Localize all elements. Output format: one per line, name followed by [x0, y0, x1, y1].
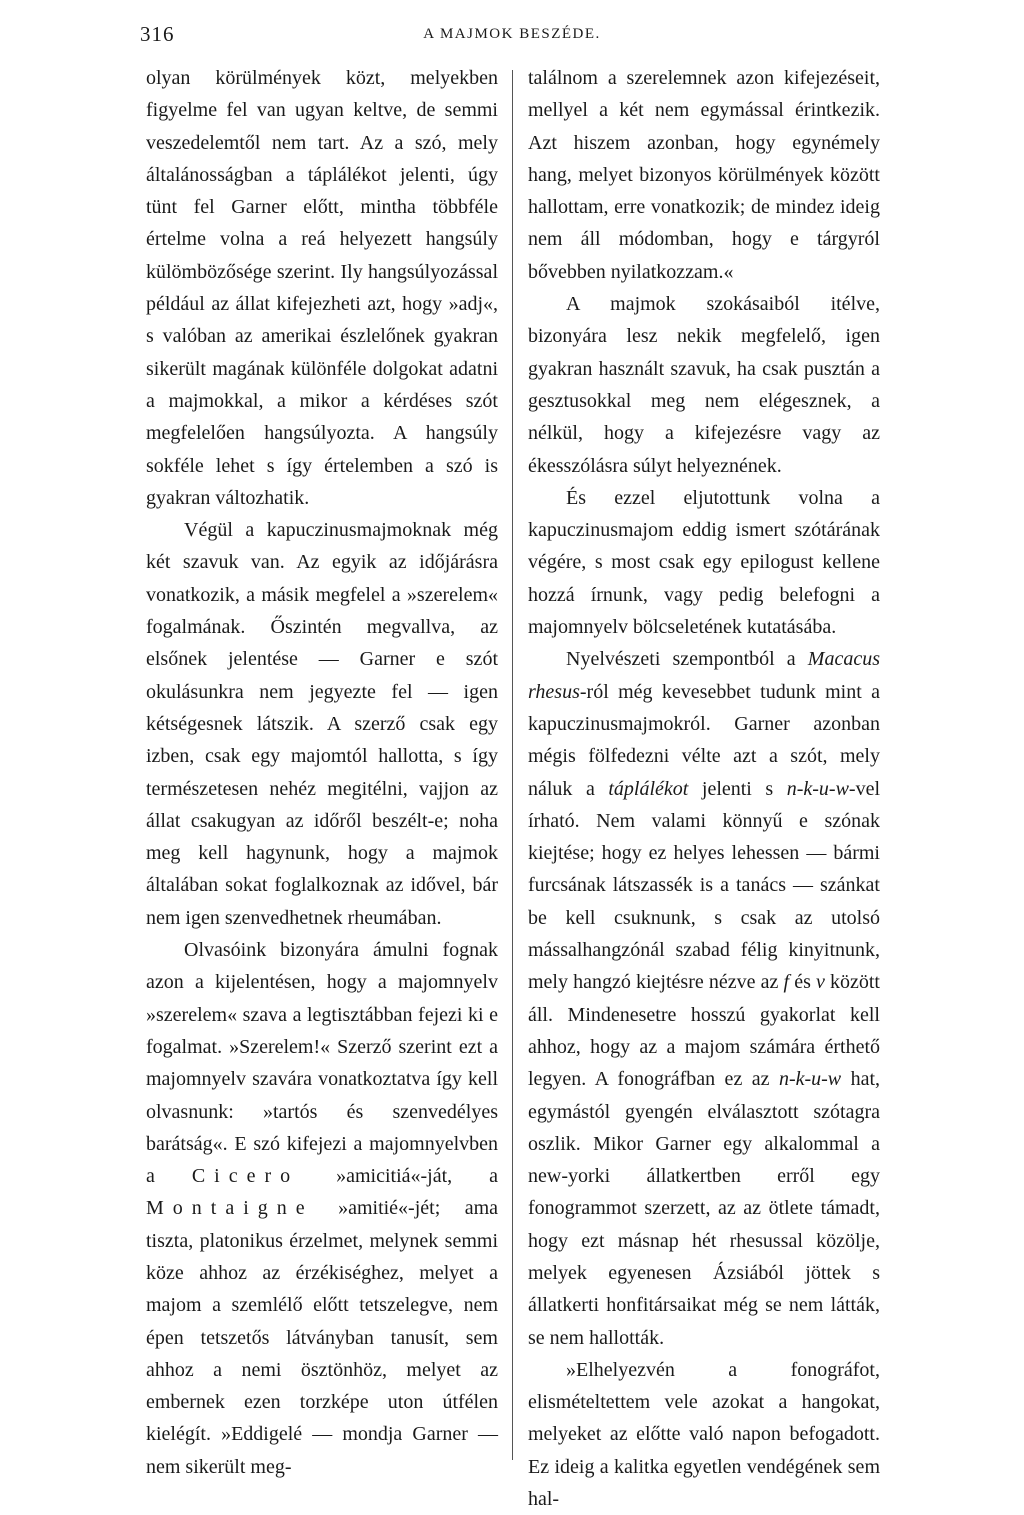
page-number: 316: [140, 22, 175, 46]
paragraph: Olvasóink bizonyára ámulni fognak azon a kijelentésen, hogy a majomnyelv »szerelem« szava a legtisztábban fejezi ki e fogalmat. »Szerelem!« Szerző szerint ezt a majomnyelv szavára vonatkoztatva így kell olvasnunk: »tartós és szenvedélyes barátság«. E szó kifejezi a majomnyelvben a Cicero »amicitiá«-ját, a Montaigne »amitié«-jét; ama tiszta, platonikus érzelmet, melynek semmi köze ahhoz az érzékiséghez, melyet a majom a szemlélő előtt tetszelegve, nem épen tetszetős látványban tanusít, sem ahhoz a nemi ösztönhöz, melyet az embernek ezen torzképe uton útfélen kielégít. »Eddigelé — mondja Garner — nem sikerült meg-: [146, 939, 498, 1478]
running-head: A MAJMOK BESZÉDE.: [423, 26, 601, 42]
paragraph: Nyelvészeti szempontból a Macacus rhesus-ról még kevesebbet tudunk mint a kapuczinusmajmokról. Garner azonban mégis fölfedezni vélte azt a szót, mely náluk a táplálékot jelenti s n-k-u-w-vel írható. Nem valami könnyű e szónak kiejtése; hogy ez helyes lehessen — bármi furcsának látszassék is a tanács — szánkat be kell csuknunk, s csak az utolsó mássalhangzónál szabad félig kinyitnunk, mely hangzó kiejtésre nézve az f és v között áll. Mindenesetre hosszú gyakorlat kell ahhoz, hogy az a majom számára érthető legyen. A fonográfban ez az n-k-u-w hat, egymástól gyengén elválasztott szótagra oszlik. Mikor Garner egy alkalommal a new-yorki állatkertben erről egy fonogrammot szerzett, az az ötlete támadt, hogy ezt másnap hét rhesussal közölje, melyek egyenesen Ázsiából jöttek s állatkerti honfitársaikat még se nem látták, se nem hallották.: [528, 648, 881, 1349]
right-column: [528, 62, 880, 1515]
word-nkuw: n-k-u-w: [778, 1068, 842, 1091]
paragraph-continuation: olyan körülmények közt, melyekben figyelme fel van ugyan keltve, de semmi veszedelemtől nem tart. Az a szó, mely általánosságban a táplálékot jelenti, úgy tünt fel Garner előtt, mintha többféle értelme volna a reá helyezett hangsúly külömbözősége szerint. Ily hangsúlyozással például az állat kifejezheti azt, hogy »adj«, s valóban az amerikai észlelőnek gyakran sikerült magának különféle dolgokat adatni a majmokkal, a mikor a kérdéses szót megfelelően hangsúlyozta. A hangsúly sokféle lehet s így értelemben a szó is gyakran változhatik.: [146, 67, 498, 509]
paragraph: És ezzel eljutottunk volna a kapuczinusmajom eddig ismert szótárának végére, s most csak egy epilogust kellene hozzá írnunk, vagy pedig belefogni a majomnyelv bölcseletének kutatásába.: [528, 486, 880, 639]
species-name: Macacus rhesus: [528, 648, 880, 703]
column-divider: [512, 70, 513, 1460]
name-montaigne: Montaigne: [146, 1197, 314, 1220]
left-column: [146, 62, 498, 1483]
name-cicero: Cicero: [191, 1165, 300, 1188]
paragraph: A majmok szokásaiból itélve, bizonyára lesz nekik megfelelő, igen gyakran használt szavuk, ha csak pusztán a gesztusokkal meg nem elégesznek, a nélkül, hogy a kifejezésre vagy az ékesszólásra súlyt helyeznének.: [528, 293, 880, 477]
term-taplalekot: táplálékot: [608, 777, 689, 800]
paragraph: Végül a kapuczinusmajmoknak még két szavuk van. Az egyik az időjárásra vonatkozik, a másik megfelel a »szerelem« fogalmának. Őszintén megvallva, az elsőnek jelentése — Garner e szót okulásunkra nem jegyezte fel — igen kétségesnek látszik. A szerző csak egy izben, csak egy majomtól hallotta, s így természetesen nehéz megitélni, vajjon az állat csakugyan az időről beszélt-e; noha meg kell hagynunk, hogy a majmok általában sokat foglalkoznak az idővel, bár nem igen szenvedhetnek rheumában.: [146, 519, 498, 929]
paragraph-continuation: találnom a szerelemnek azon kifejezéseit, mellyel a két nem egymással érintkezik. Azt hiszem azonban, hogy egynémely hang, melyet bizonyos körülmények között hallottam, erre vonatkozik; de mindez ideig nem áll módomban, hogy e tárgyról bővebben nyilatkozzam.«: [528, 67, 880, 283]
word-nkuw: n-k-u-w: [786, 777, 849, 800]
letter-v: v: [815, 971, 825, 994]
letter-f: f: [783, 971, 790, 994]
paragraph: »Elhelyezvén a fonográfot, elismételtettem vele azokat a hangokat, melyeket az előtte való napon befogadott. Ez ideig a kalitka egyetlen vendégének sem hal-: [528, 1358, 880, 1511]
